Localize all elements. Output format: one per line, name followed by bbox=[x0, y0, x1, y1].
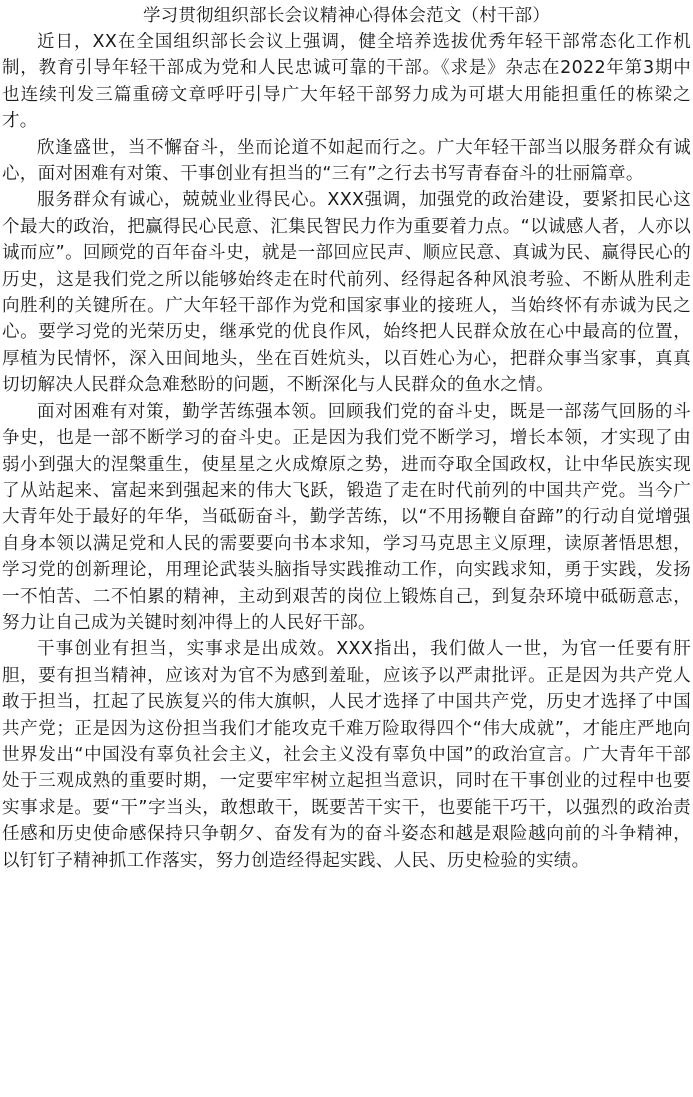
paragraph-face-difficulties: 面对困难有对策，勤学苦练强本领。回顾我们党的奋斗史，既是一部荡气回肠的斗争史，也是一部不断学习的奋斗史。正是因为我们党不断学习，增长本领，才实现了由弱小到强大的涅槃重生，使星星之火成燎原之势，进而夺取全国政权，让中华民族实现了从站起来、富起来到强起来的伟大飞跃，锻造了走在时代前列的中国共产党。当今广大青年处于最好的年华，当砥砺奋斗，勤学苦练，以“不用扬鞭自奋蹄”的行动自觉增强自身本领以满足党和人民的需要要向书本求知，学习马克思主义原理，读原著悟思想，学习党的创新理论，用理论武装头脑指导实践推动工作，向实践求知，勇于实践，发扬一不怕苦、二不怕累的精神，主动到艰苦的岗位上锻炼自己，到复杂环境中砥砺意志，努力让自己成为关键时刻冲得上的人民好干部。 bbox=[2, 401, 691, 633]
paragraph-serve-people: 服务群众有诚心，兢兢业业得民心。XXX强调，加强党的政治建设，要紧扣民心这个最大的政治，把赢得民心民意、汇集民智民力作为重要着力点。“以诚感人者，人亦以诚而应”。回顾党的百年奋斗史，就是一部回应民声、顺应民意、真诚为民、赢得民心的历史，这是我们党之所以能够始终走在时代前列、经得起各种风浪考验、不断从胜利走向胜利的关键所在。广大年轻干部作为党和国家事业的接班人，当始终怀有赤诚为民之心。要学习党的光荣历史，继承党的优良作风，始终把人民群众放在心中最高的位置，厚植为民情怀，深入田间地头，坐在百姓炕头，以百姓心为心，把群众事当家事，真真切切解决人民群众急难愁盼的问题，不断深化与人民群众的鱼水之情。 bbox=[2, 190, 691, 396]
paragraph-take-responsibility: 干事创业有担当，实事求是出成效。XXX指出，我们做人一世，为官一任要有肝胆，要有担当精神，应该对为官不为感到羞耻，应该予以严肃批评。正是因为共产党人敢于担当，扛起了民族复兴的伟大旗帜，人民才选择了中国共产党，历史才选择了中国共产党；正是因为这份担当我们才能攻克千难万险取得四个“伟大成就”，才能庄严地向世界发出“中国没有辜负社会主义，社会主义没有辜负中国”的政治宣言。广大青年干部处于三观成熟的重要时期，一定要牢牢树立起担当意识，同时在干事创业的过程中也要实事求是。要“干”字当头，敢想敢干，既要苦干实干，也要能干巧干，以强烈的政治责任感和历史使命感保持只争朝夕、奋发有为的奋斗姿态和越是艰险越向前的斗争精神，以钉钉子精神抓工作落实，努力创造经得起实践、人民、历史检验的实绩。 bbox=[2, 639, 691, 871]
paragraph-summary: 欣逢盛世，当不懈奋斗，坐而论道不如起而行之。广大年轻干部当以服务群众有诚心，面对困难有对策、干事创业有担当的“三有”之行去书写青春奋斗的壮丽篇章。 bbox=[2, 137, 691, 185]
document-title: 学习贯彻组织部长会议精神心得体会范文（村干部） bbox=[142, 6, 551, 26]
paragraph-intro: 近日，XX在全国组织部长会议上强调，健全培养选拔优秀年轻干部常态化工作机制，教育引导年轻干部成为党和人民忠诚可靠的干部。《求是》杂志在2022年第3期中也连续刊发三篇重磅文章呼吁引导广大年轻干部努力成为可堪大用能担重任的栋梁之才。 bbox=[2, 32, 691, 132]
